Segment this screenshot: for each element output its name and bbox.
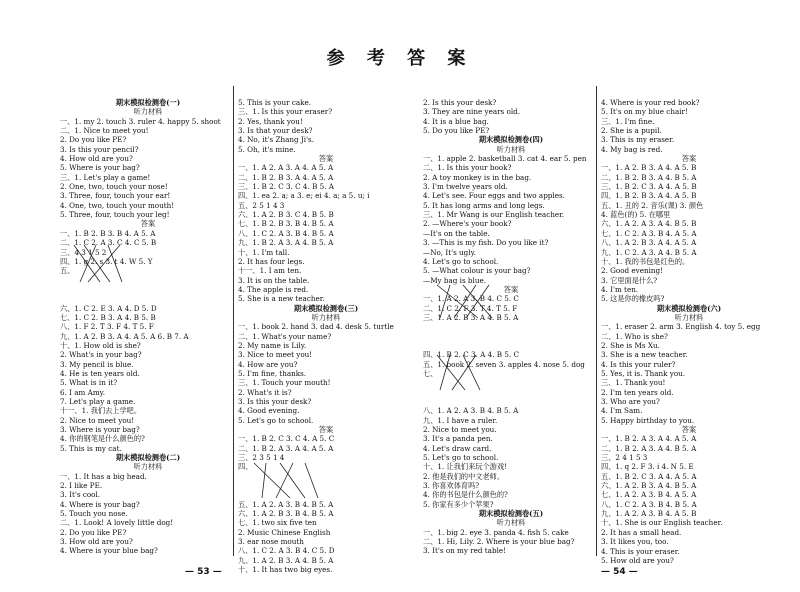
answer-line: 4. How are you?: [238, 359, 298, 369]
answer-line: 6. I am Amy.: [60, 387, 106, 397]
answer-line: 2. What's in your bag?: [60, 350, 142, 360]
answer-line: 5. How old are you?: [601, 555, 674, 565]
answer-line: 3. She is a new teacher.: [601, 350, 688, 360]
answer-line: 2. Do you like PE?: [60, 135, 127, 145]
answer-line: 5. It's on my blue chair!: [601, 107, 688, 117]
section-heading: 期末模拟检测卷(四): [478, 135, 544, 145]
section-heading: 期末模拟检测卷(二): [115, 453, 181, 463]
answer-line: 7. Let's play a game.: [60, 396, 136, 406]
answer-line: 3. My pencil is blue.: [60, 359, 134, 369]
answer-line: 一、1. B 2. C 3. C 4. A 5. C: [238, 434, 335, 444]
answer-line: —It's on the table.: [423, 228, 490, 238]
answer-line: 八、1. C 2. A 3. B 4. C 5. D: [238, 546, 335, 556]
answer-line: 五、1. A 2. A 3. B 4. B 5. A: [238, 499, 334, 509]
answer-line: 一、1. B 2. B 3. B 4. A 5. A: [60, 228, 156, 238]
answer-line: 听力材料: [674, 312, 704, 322]
answer-line: 九、1. A 2. A 3. B 4. A 5. B: [601, 509, 697, 519]
answer-line: 3. Three, four, touch your ear!: [60, 191, 171, 201]
answer-line: 二、1. C 2. F 3. T 4. T 5. F: [423, 303, 518, 313]
figure-space: [60, 276, 236, 290]
answer-line: 5. Yes, it is. Thank you.: [601, 368, 686, 378]
answer-line: 十一、1. 我们去上学吧。: [60, 406, 142, 416]
figure-space: [238, 472, 414, 486]
answer-line: 十、1. 我的书包是红色的。: [601, 256, 690, 266]
page-number-left: — 53 —: [185, 567, 222, 577]
answer-line: 五、1. 丑的 2. 音乐(课) 3. 颜色: [601, 200, 704, 210]
answer-line: 七、1. two six five ten: [238, 518, 317, 528]
answer-line: 二、1. C 2. A 3. C 4. C 5. B: [60, 238, 157, 248]
answer-line: 4. Let's go to school.: [423, 256, 499, 266]
answer-line: 五、2 5 1 4 3: [238, 200, 285, 210]
column-divider: [596, 86, 597, 556]
answer-line: 答案: [140, 219, 156, 229]
answer-line: 三、1. B 2. C 3. C 4. B 5. A: [238, 182, 334, 192]
answer-line: 2. She is Ms Xu.: [601, 340, 660, 350]
answer-line: 一、1. big 2. eye 3. panda 4. fish 5. cake: [423, 527, 569, 537]
answer-line: 3. They are nine years old.: [423, 107, 521, 117]
answer-line: 十、1. It has two big eyes.: [238, 565, 333, 575]
answer-line: 3. Nice to meet you!: [238, 350, 313, 360]
answer-line: 3. It's a panda pen.: [423, 434, 493, 444]
answer-line: 六、1. C 2. E 3. A 4. D 5. D: [60, 303, 157, 313]
answer-line: 5. 这是你的橡皮吗?: [601, 294, 665, 304]
answer-line: 5. What is in it?: [60, 378, 118, 388]
answer-line: 三、1. B 2. C 3. A 4. A 5. B: [601, 182, 697, 192]
answer-line: 四、1. ea 2. a; a 3. e; ei 4. a; a 5. u; i: [238, 191, 370, 201]
answer-line: 2. A toy monkey is in the bag.: [423, 172, 532, 182]
answer-line: 六、1. A 2. A 3. A 4. B 5. B: [601, 219, 697, 229]
answer-line: 2. It has four legs.: [238, 256, 305, 266]
answer-line: 七、: [423, 368, 438, 378]
answer-line: 三、1. Is this your eraser?: [238, 107, 333, 117]
answer-line: 5. 你家有多少个苹果?: [423, 499, 494, 509]
answer-line: 九、1. A 2. B 3. A 4. B 5. A: [238, 555, 334, 565]
figure-space: [423, 392, 599, 406]
answer-line: 4. I'm ten.: [601, 284, 639, 294]
answer-line: 三、2 4 1 5 3: [601, 453, 648, 463]
answer-line: 3. Where is your bag?: [60, 425, 140, 434]
page-number-right: — 54 —: [601, 567, 638, 577]
answer-line: 一、1. A 2. B 3. A 4. A 5. B: [601, 163, 697, 173]
answer-line: 二、1. Nice to meet you!: [60, 126, 149, 136]
answer-line: 五、1. book 2. seven 3. apples 4. nose 5. dog: [423, 359, 585, 369]
answer-line: 四、1. q 2. F 3. i 4. N 5. E: [601, 462, 694, 472]
answer-line: 4. Let's see. Four eggs and two apples.: [423, 191, 565, 201]
answer-line: 5. —What colour is your bag?: [423, 266, 531, 276]
section-heading: 期末模拟检测卷(五): [478, 509, 544, 519]
answer-line: 三、1. A 2. B 3. A 4. B 5. A: [423, 312, 519, 322]
answer-line: 2. I like PE.: [60, 481, 103, 491]
answer-line: 3. Who are you?: [601, 397, 660, 406]
answer-line: 九、1. I have a ruler.: [423, 415, 498, 425]
answer-line: 3. How old are you?: [60, 537, 133, 547]
answer-line: 5. This is my cat.: [60, 443, 122, 453]
answer-line: 3. 你喜欢体育吗?: [423, 481, 480, 491]
answer-line: 听力材料: [311, 312, 341, 322]
answer-line: 三、4 3 1 5 2: [60, 247, 107, 257]
answer-line: 二、1. B 2. B 3. A 4. B 5. A: [601, 172, 697, 182]
answer-line: 5. She is a new teacher.: [238, 294, 325, 304]
answer-line: 二、1. Look! A lovely little dog!: [60, 518, 174, 528]
answer-line: 4. One, two, touch your mouth!: [60, 200, 175, 210]
answer-line: 七、1. B 2. B 3. B 4. B 5. A: [238, 219, 334, 229]
answer-line: 四、1. g 2. s 3. t 4. W 5. Y: [60, 256, 153, 266]
answer-line: 2. Yes, thank you!: [238, 116, 303, 126]
answer-line: 八、1. C 2. A 3. B 4. B 5. A: [601, 499, 697, 509]
answer-line: 3. Is this your pencil?: [60, 144, 139, 154]
answer-line: 听力材料: [496, 144, 526, 154]
answer-line: 四、1. B 2. C 3. A 4. B 5. C: [423, 350, 519, 360]
answer-line: 八、1. A 2. A 3. B 4. B 5. A: [423, 406, 519, 416]
answer-line: 答案: [318, 425, 334, 435]
answer-line: 4. This is your eraser.: [601, 546, 680, 556]
figure-space: [423, 378, 599, 392]
answer-line: 十、1. I'm tall.: [238, 247, 290, 257]
answer-line: 3. I'm twelve years old.: [423, 182, 508, 192]
answer-line: 一、1. eraser 2. arm 3. English 4. toy 5. egg: [601, 322, 761, 332]
answer-line: 4. 你的书包是什么颜色的?: [423, 490, 508, 500]
answer-line: 十、1. 让我们来玩个游戏!: [423, 462, 507, 472]
answer-line: 3. Is that your desk?: [238, 126, 313, 136]
answer-line: 4. Let's draw card.: [423, 443, 492, 453]
answer-line: 5. Let's go to school.: [238, 415, 314, 425]
answer-line: 4. No, it's Zhang Ji's.: [238, 135, 315, 145]
answer-line: 3. It's on my red table!: [423, 546, 507, 556]
answer-line: 2. It has a small head.: [601, 527, 682, 537]
answer-line: 3. ear nose mouth: [238, 537, 304, 547]
answer-line: 一、1. book 2. hand 3. dad 4. desk 5. turtle: [238, 322, 394, 332]
answer-line: 3. Is this your desk?: [238, 397, 312, 406]
answer-line: 4. It is a blue bag.: [423, 116, 489, 126]
answer-line: 三、1. I'm fine.: [601, 116, 655, 126]
section-heading: 期末模拟检测卷(三): [293, 303, 359, 313]
answer-line: 七、1. C 2. A 3. B 4. A 5. A: [601, 228, 697, 238]
answer-line: 5. I'm fine, thanks.: [238, 368, 307, 378]
answer-line: 2. She is a pupil.: [601, 126, 662, 136]
answer-line: 2. What's it is?: [238, 387, 292, 397]
answer-line: 三、1. Mr Wang is our English teacher.: [423, 210, 565, 220]
column-divider: [233, 86, 234, 556]
answer-line: 十一、1. I am ten.: [238, 266, 302, 276]
answer-line: 七、1. A 2. A 3. B 4. A 5. A: [601, 490, 697, 500]
answer-line: 3. This is my eraser.: [601, 135, 675, 145]
answer-line: 5. Three, four, touch your leg!: [60, 210, 170, 220]
answer-line: 2. Do you like PE?: [60, 527, 127, 537]
answer-line: 十、1. How old is she?: [60, 340, 141, 350]
answer-line: 六、1. A 2. B 3. B 4. B 5. A: [238, 509, 334, 519]
figure-space: [423, 336, 599, 350]
answer-line: 4. Where is your bag?: [60, 499, 140, 509]
answer-line: 听力材料: [133, 462, 163, 472]
page-title: 参 考 答 案: [326, 48, 474, 69]
answer-line: 4. 蓝色(的) 5. 在哪里: [601, 210, 671, 220]
answer-line: 4. Is this your ruler?: [601, 359, 676, 369]
answer-line: 七、1. C 2. B 3. A 4. B 5. B: [60, 312, 156, 322]
answer-line: 六、1. A 2. B 3. A 4. B 5. A: [601, 481, 697, 491]
answer-line: 答案: [681, 425, 697, 435]
answer-line: 3. It is on the table.: [238, 275, 310, 285]
answer-line: 4. 你的钢笔是什么颜色的?: [60, 434, 145, 444]
answer-line: 二、1. What's your name?: [238, 331, 332, 341]
answer-line: 二、1. Hi, Lily. 2. Where is your blue bag?: [423, 537, 575, 547]
answer-line: 5. Happy birthday to you.: [601, 415, 695, 425]
answer-line: 听力材料: [133, 107, 163, 117]
answer-line: 一、1. A 2. A 3. B 4. C 5. C: [423, 294, 519, 304]
answer-line: 一、1. It has a big head.: [60, 471, 147, 481]
answer-line: 三、2 3 5 1 4: [238, 453, 285, 463]
figure-space: [423, 322, 599, 336]
answer-line: 5. Touch you nose.: [60, 509, 128, 519]
answer-line: 5. Let's go to school.: [423, 453, 499, 462]
answer-line: 答案: [681, 154, 697, 164]
answer-column-1: [60, 98, 236, 556]
answer-line: 三、1. Let's play a game!: [60, 172, 151, 182]
answer-column-4: [601, 98, 777, 565]
answer-line: 八、1. C 2. A 3. B 4. B 5. A: [238, 228, 334, 238]
answer-line: 一、1. A 2. A 3. A 4. A 5. A: [238, 163, 334, 173]
answer-line: 4. I'm Sam.: [601, 406, 643, 416]
answer-line: 2. Good evening!: [601, 266, 664, 276]
figure-space: [238, 486, 414, 500]
answer-line: 5. This is your cake.: [238, 98, 312, 107]
answer-line: 5. Where is your bag?: [60, 163, 140, 173]
answer-line: 四、1. B 2. B 3. A 4. A 5. B: [601, 191, 697, 201]
answer-line: 九、1. C 2. A 3. A 4. B 5. A: [601, 247, 697, 257]
answer-line: 答案: [318, 154, 334, 164]
answer-line: 十、1. She is our English teacher.: [601, 518, 723, 528]
answer-line: 2. Nice to meet you.: [423, 424, 497, 434]
answer-line: 二、1. B 2. A 3. A 4. A 5. A: [238, 443, 334, 453]
section-heading: 期末模拟检测卷(一): [115, 98, 181, 107]
answer-line: 5. Oh, it's mine.: [238, 144, 296, 154]
answer-line: 5. It has long arms and long legs.: [423, 200, 545, 210]
answer-line: 4. Good evening.: [238, 406, 300, 416]
answer-line: 2. 他是我们的中文老师。: [423, 471, 505, 481]
answer-line: 4. My bag is red.: [601, 144, 663, 154]
answer-column-2: [238, 98, 414, 575]
answer-line: 答案: [503, 284, 519, 294]
answer-column-3: [423, 98, 599, 556]
answer-line: 2. Nice to meet you!: [60, 415, 135, 425]
answer-line: 3. It's cool.: [60, 490, 101, 500]
answer-line: 4. Where is your blue bag?: [60, 546, 158, 556]
answer-line: 二、1. B 2. B 3. A 4. A 5. A: [238, 172, 334, 182]
answer-line: 听力材料: [496, 518, 526, 528]
answer-line: 三、1. Thank you!: [601, 378, 666, 388]
answer-line: 九、1. A 2. B 3. A 4. A 5. A 6. B 7. A: [60, 331, 189, 341]
answer-line: 3. —This is my fish. Do you like it?: [423, 238, 549, 248]
answer-line: 3. 它里面是什么?: [601, 275, 658, 285]
answer-line: 六、1. A 2. B 3. C 4. B 5. B: [238, 210, 334, 220]
answer-line: 二、1. B 2. A 3. A 4. B 5. A: [601, 443, 697, 453]
figure-space: [60, 290, 236, 304]
answer-line: 五、1. B 2. C 3. A 4. A 5. A: [601, 471, 697, 481]
answer-line: —No, It's ugly.: [423, 247, 476, 257]
answer-line: —My bag is blue.: [423, 275, 487, 285]
answer-line: 一、1. B 2. A 3. A 4. A 5. A: [601, 434, 697, 444]
answer-line: 一、1. my 2. touch 3. ruler 4. happy 5. shoot: [60, 116, 221, 126]
section-heading: 期末模拟检测卷(六): [656, 303, 722, 313]
answer-line: 4. He is ten years old.: [60, 368, 140, 378]
answer-line: 2. I'm ten years old.: [601, 387, 674, 397]
answer-line: 四、: [238, 462, 253, 472]
answer-line: 三、1. Touch your mouth!: [238, 378, 331, 388]
answer-line: 3. It likes you, too.: [601, 537, 669, 547]
answer-line: 八、1. F 2. T 3. F 4. T 5. F: [60, 322, 154, 332]
answer-line: 九、1. B 2. A 3. A 4. B 5. A: [238, 238, 334, 248]
answer-line: 5. Do you like PE?: [423, 126, 490, 136]
answer-line: 4. The apple is red.: [238, 284, 309, 294]
answer-line: 八、1. A 2. B 3. A 4. A 5. A: [601, 238, 697, 248]
answer-line: 4. How old are you?: [60, 154, 133, 164]
answer-line: 一、1. apple 2. basketball 3. cat 4. ear 5. pen: [423, 154, 587, 164]
answer-line: 2. One, two, touch your nose!: [60, 182, 168, 192]
answer-line: 2. Is this your desk?: [423, 98, 497, 107]
answer-line: 2. —Where's your book?: [423, 219, 512, 229]
answer-line: 五、: [60, 266, 75, 276]
answer-line: 二、1. Who is she?: [601, 331, 668, 341]
answer-line: 二、1. Is this your book?: [423, 163, 512, 173]
answer-line: 4. Where is your red book?: [601, 98, 700, 107]
answer-line: 2. My name is Lily.: [238, 340, 307, 350]
answer-line: 2. Music Chinese English: [238, 527, 331, 537]
